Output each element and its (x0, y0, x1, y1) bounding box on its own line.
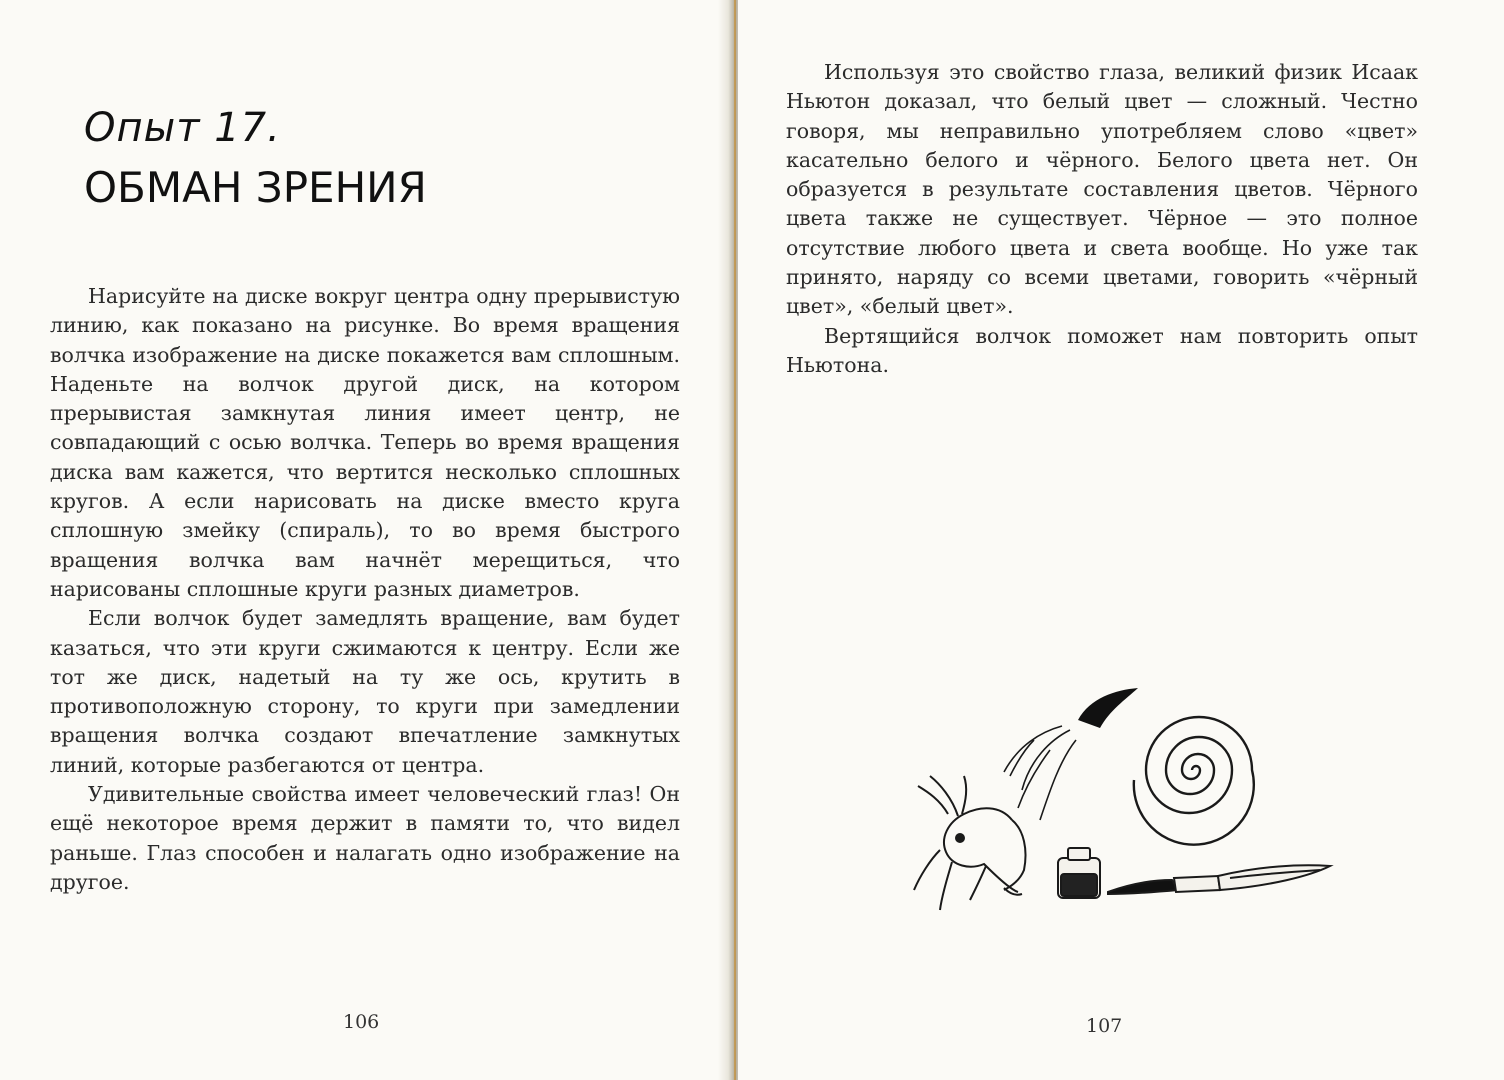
left-page (0, 0, 730, 1080)
paragraph: Нарисуйте на диске вокруг центра одну прерывистую линию, как показано на рисунке. Во время вращения волчка изображение на диске покажется вам сплошным. Наденьте на волчок другой диск, на котором прерывистая замкнутая линия имеет центр, не совпадающий с осью волчка. Теперь во время вращения диска вам кажется, что вертится несколько сплошных кругов. А если нарисовать на диске вместо круга сплошную змейку (спираль), то во время быстрого вращения волчка вам начнёт мерещиться, что нарисованы сплошные круги разных диаметров. (50, 284, 680, 601)
paragraph: Удивительные свойства имеет человеческий глаз! Он ещё некоторое время держит в памяти то, что видел раньше. Глаз способен и налагать одно изображение на другое. (50, 782, 680, 894)
tail-tip-icon (1078, 688, 1138, 728)
chapter-heading: ОБМАН ЗРЕНИЯ (84, 163, 427, 212)
squirrel-spiral-illustration (900, 680, 1340, 920)
page-number-right: 107 (1086, 1015, 1123, 1037)
paragraph: Вертящийся волчок поможет нам повторить опыт Ньютона. (786, 323, 1418, 377)
tail-fur-icon (1004, 726, 1076, 820)
chapter-title (84, 100, 427, 218)
brush-icon (1108, 865, 1330, 894)
right-page-text (786, 58, 1418, 380)
paragraph: Используя это свойство глаза, великий физик Исаак Ньютон доказал, что белый цвет — сложный. Честно говоря, мы неправильно употребляем слово «цвет» касательно белого и чёрного. Белого цвета нет. Он образуется в результате составления цветов. Чёрного цвета также не существует. Чёрное — это полное отсутствие любого цвета и света вообще. Но уже так принято, наряду со всеми цветами, говорить «чёрный цвет», «белый цвет». (786, 60, 1418, 319)
inkpot-icon (1058, 848, 1100, 898)
chapter-number: Опыт 17. (84, 105, 281, 151)
paragraph: Если волчок будет замедлять вращение, вам будет казаться, что эти круги сжимаются к центру. Если же тот же диск, надетый на ту же ось, крутить в противоположную сторону, то круги при замедлении вращения волчка создают впечатление замкнутых линий, которые разбегаются от центра. (50, 606, 680, 777)
squirrel-icon (914, 776, 1026, 910)
page-number-left: 106 (343, 1011, 380, 1033)
left-page-text (50, 282, 680, 897)
spiral-tail-icon (1134, 717, 1254, 845)
